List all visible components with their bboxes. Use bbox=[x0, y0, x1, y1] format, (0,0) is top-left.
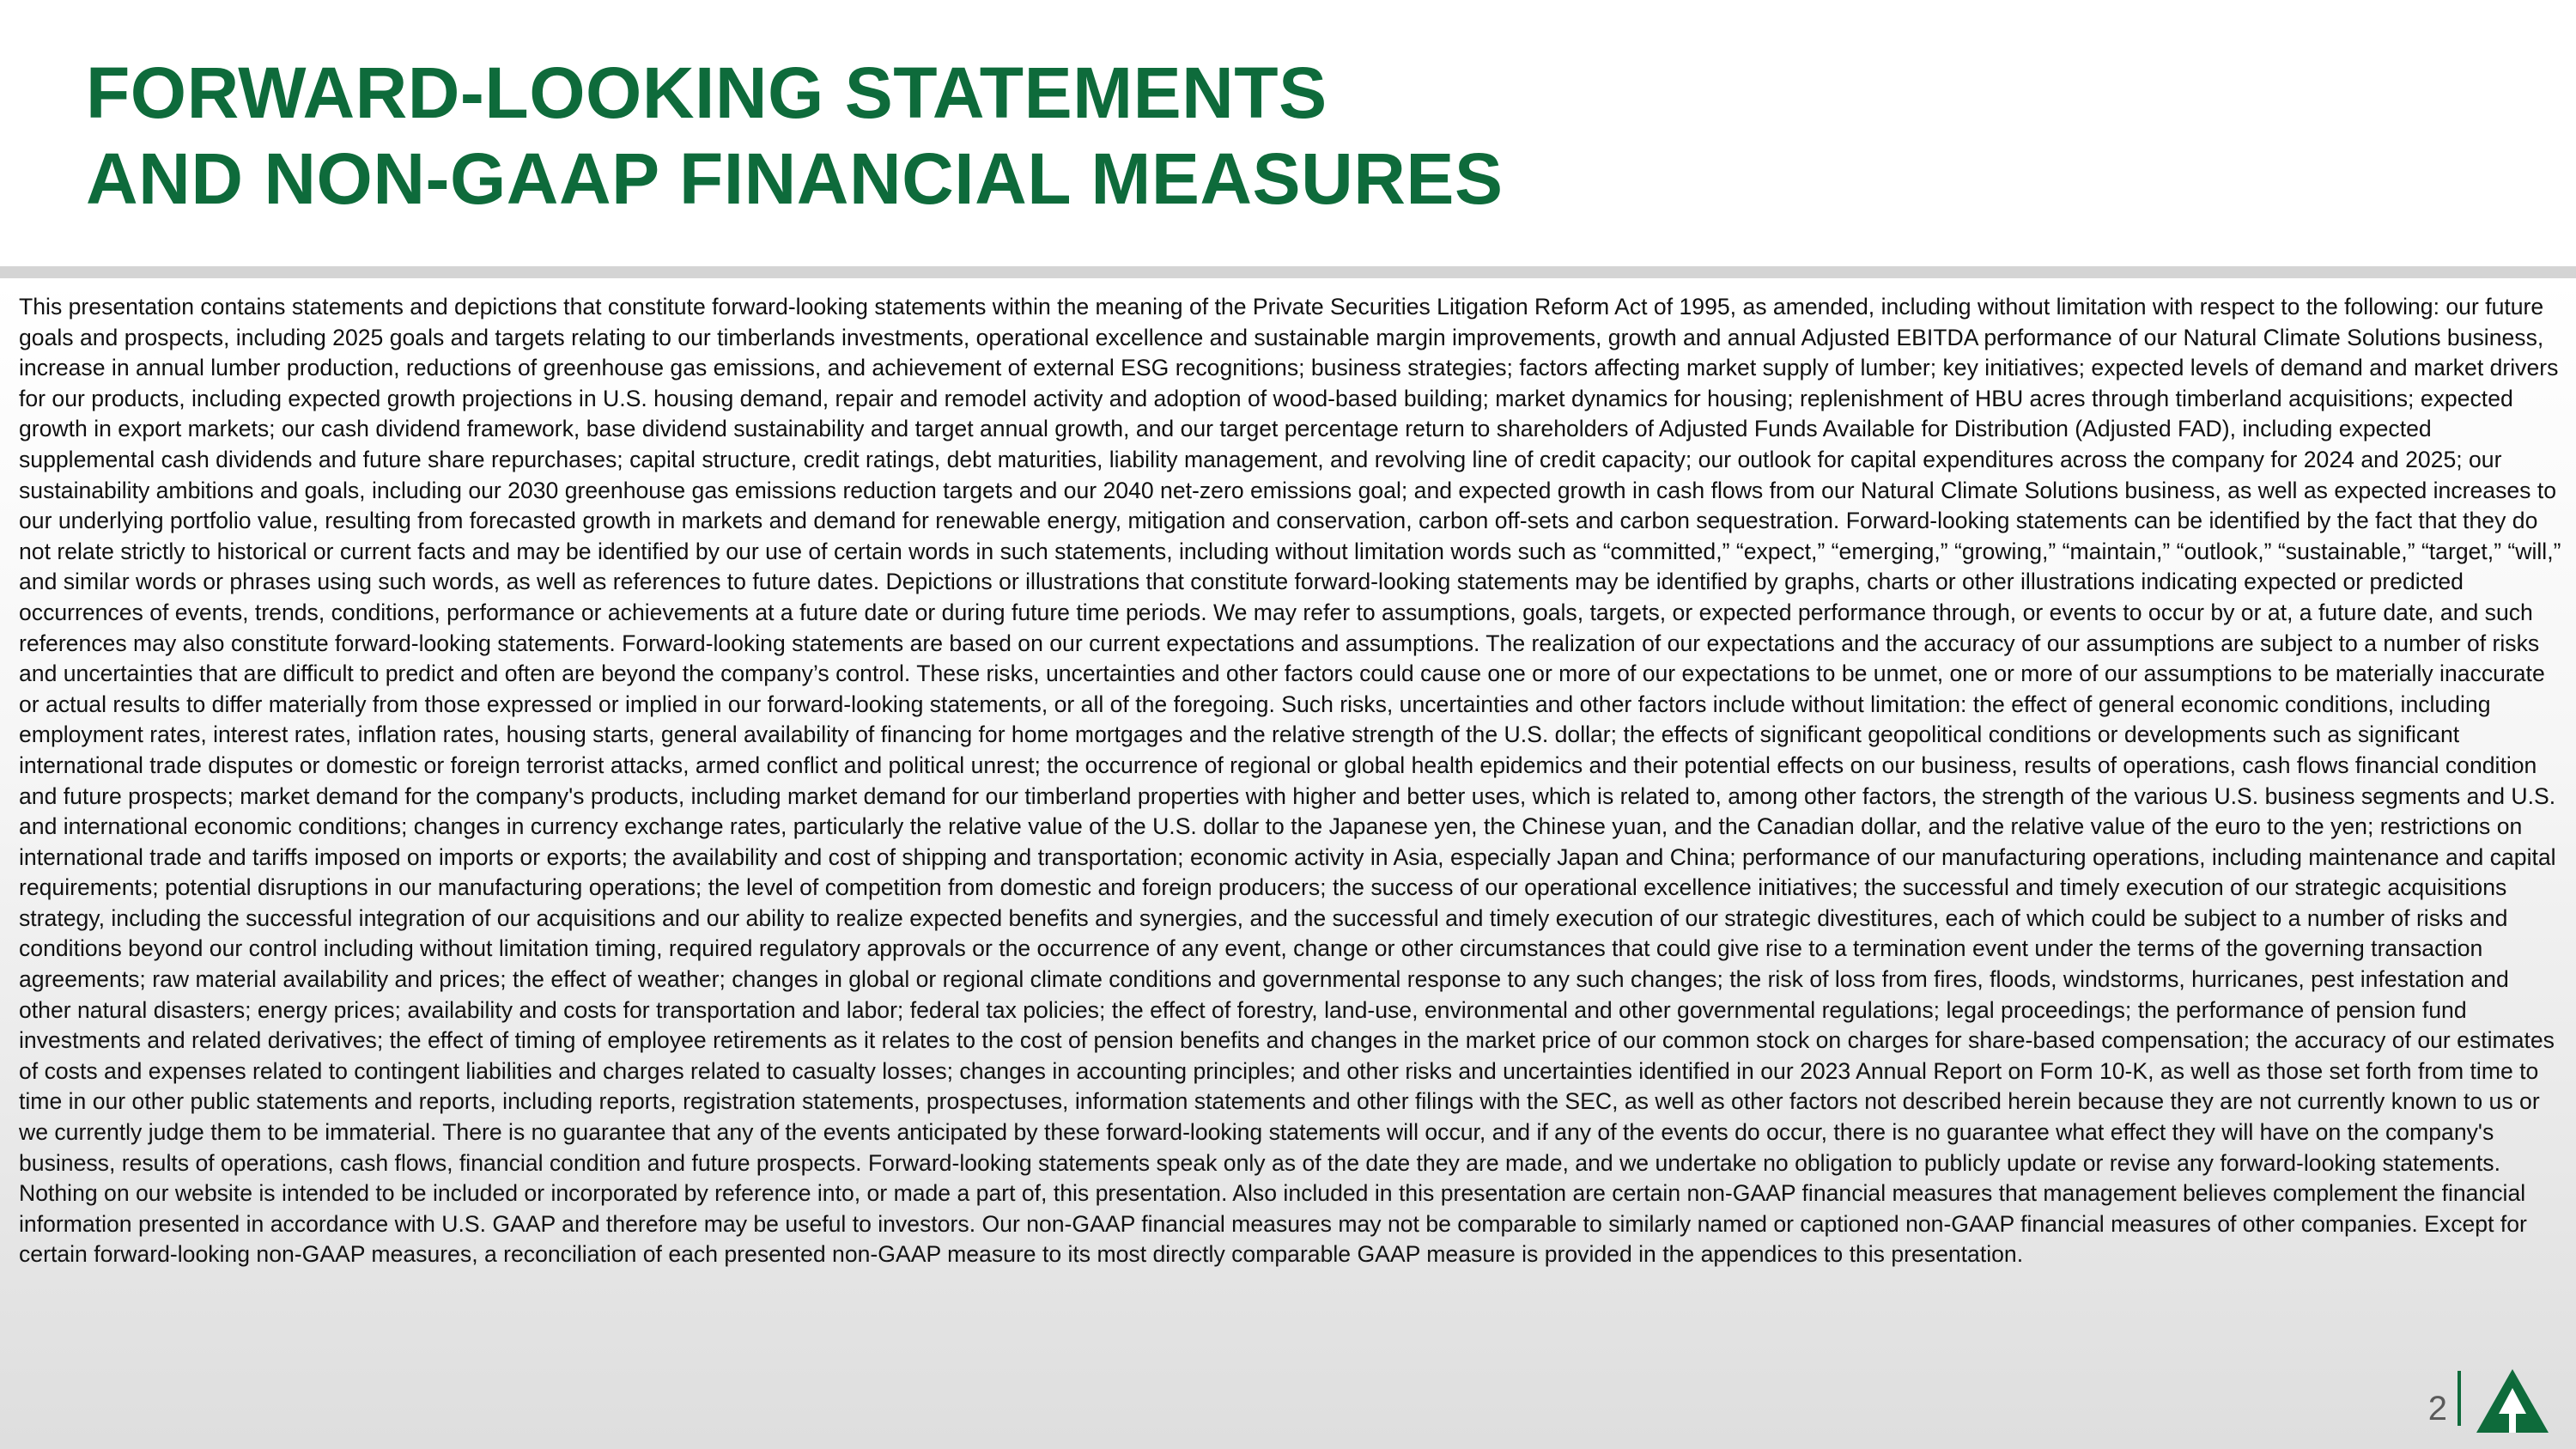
page-number: 2 bbox=[2427, 1390, 2447, 1428]
slide-title-line-2: AND NON-GAAP FINANCIAL MEASURES bbox=[86, 138, 1504, 219]
tree-triangle-logo-icon bbox=[2475, 1366, 2550, 1434]
disclaimer-paragraph: This presentation contains statements and depictions that constitute forward-looking statements within the meaning of the Private Securities Litigation Reform Act of 1995, as amended, including without limitation with respect to the following: our future goals and prospects, including 2025 goals and targets relating to our timberlands investments, operational excellence and sustainable margin improvements, growth and annual Adjusted EBITDA performance of our Natural Climate Solutions business, increase in annual lumber production, reductions of greenhouse gas emissions, and achievement of external ESG recognitions; business strategies; factors affecting market supply of lumber; key initiatives; expected levels of demand and market drivers for our products, including expected growth projections in U.S. housing demand, repair and remodel activity and adoption of wood-based building; market dynamics for housing; replenishment of HBU acres through timberland acquisitions; expected growth in export markets; our cash dividend framework, base dividend sustainability and target annual growth, and our target percentage return to shareholders of Adjusted Funds Available for Distribution (Adjusted FAD), including expected supplemental cash dividends and future share repurchases; capital structure, credit ratings, debt maturities, liability management, and revolving line of credit capacity; our outlook for capital expenditures across the company for 2024 and 2025; our sustainability ambitions and goals, including our 2030 greenhouse gas emissions reduction targets and our 2040 net-zero emissions goal; and expected growth in cash flows from our Natural Climate Solutions business, as well as expected increases to our underlying portfolio value, resulting from forecasted growth in markets and demand for renewable energy, mitigation and conservation, carbon off-sets and carbon sequestration. Forward-looking statements can be identified by the fact that they do not relate strictly to historical or current facts and may be identified by our use of certain words in such statements, including without limitation words such as “committed,” “expect,” “emerging,” “growing,” “maintain,” “outlook,” “sustainable,” “target,” “will,” and similar words or phrases using such words, as well as references to future dates. Depictions or illustrations that constitute forward-looking statements may be identified by graphs, charts or other illustrations indicating expected or predicted occurrences of events, trends, conditions, performance or achievements at a future date or during future time periods. We may refer to assumptions, goals, targets, or expected performance through, or events to occur by or at, a future date, and such references may also constitute forward-looking statements. Forward-looking statements are based on our current expectations and assumptions. The realization of our expectations and the accuracy of our assumptions are subject to a number of risks and uncertainties that are difficult to predict and often are beyond the company’s control. These risks, uncertainties and other factors could cause one or more of our expectations to be unmet, one or more of our assumptions to be materially inaccurate or actual results to differ materially from those expressed or implied in our forward-looking statements, or all of the foregoing. Such risks, uncertainties and other factors include without limitation: the effect of general economic conditions, including employment rates, interest rates, inflation rates, housing starts, general availability of financing for home mortgages and the relative strength of the U.S. dollar; the effects of significant geopolitical conditions or developments such as significant international trade disputes or domestic or foreign terrorist attacks, armed conflict and political unrest; the occurrence of regional or global health epidemics and their potential effects on our business, results of operations, cash flows financial condition and future prospects; market demand for the company's products, including market demand for our timberland properties with higher and better uses, which is related to, among other factors, the strength of the various U.S. business segments and U.S. and international economic conditions; changes in currency exchange rates, particularly the relative value of the U.S. dollar to the Japanese yen, the Chinese yuan, and the Canadian dollar, and the relative value of the euro to the yen; restrictions on international trade and tariffs imposed on imports or exports; the availability and cost of shipping and transportation; economic activity in Asia, especially Japan and China; performance of our manufacturing operations, including maintenance and capital requirements; potential disruptions in our manufacturing operations; the level of competition from domestic and foreign producers; the success of our operational excellence initiatives; the successful and timely execution of our strategic acquisitions strategy, including the successful integration of our acquisitions and our ability to realize expected benefits and synergies, and the successful and timely execution of our strategic divestitures, each of which could be subject to a number of risks and conditions beyond our control including without limitation timing, required regulatory approvals or the occurrence of any event, change or other circumstances that could give rise to a termination event under the terms of the governing transaction agreements; raw material availability and prices; the effect of weather; changes in global or regional climate conditions and governmental response to any such changes; the risk of loss from fires, floods, windstorms, hurricanes, pest infestation and other natural disasters; energy prices; availability and costs for transportation and labor; federal tax policies; the effect of forestry, land-use, environmental and other governmental regulations; legal proceedings; the performance of pension fund investments and related derivatives; the effect of timing of employee retirements as it relates to the cost of pension benefits and changes in the market price of our common stock on charges for share-based compensation; the accuracy of our estimates of costs and expenses related to contingent liabilities and charges related to casualty losses; changes in accounting principles; and other risks and uncertainties identified in our 2023 Annual Report on Form 10-K, as well as those set forth from time to time in our other public statements and reports, including reports, registration statements, prospectuses, information statements and other filings with the SEC, as well as other factors not described herein because they are not currently known to us or we currently judge them to be immaterial. There is no guarantee that any of the events anticipated by these forward-looking statements will occur, and if any of the events do occur, there is no guarantee what effect they will have on the company's business, results of operations, cash flows, financial condition and future prospects. Forward-looking statements speak only as of the date they are made, and we undertake no obligation to publicly update or revise any forward-looking statements. Nothing on our website is intended to be included or incorporated by reference into, or made a part of, this presentation. Also included in this presentation are certain non-GAAP financial measures that management believes complement the financial information presented in accordance with U.S. GAAP and therefore may be useful to investors. Our non-GAAP financial measures may not be comparable to similarly named or captioned non-GAAP financial measures of other companies. Except for certain forward-looking non-GAAP measures, a reconciliation of each presented non-GAAP measure to its most directly comparable GAAP measure is provided in the appendices to this presentation. bbox=[19, 294, 2561, 1268]
page-number-separator bbox=[2458, 1371, 2461, 1426]
title-divider bbox=[0, 266, 2576, 278]
slide-title-line-1: FORWARD-LOOKING STATEMENTS bbox=[86, 52, 1327, 133]
slide-title bbox=[86, 50, 1503, 222]
